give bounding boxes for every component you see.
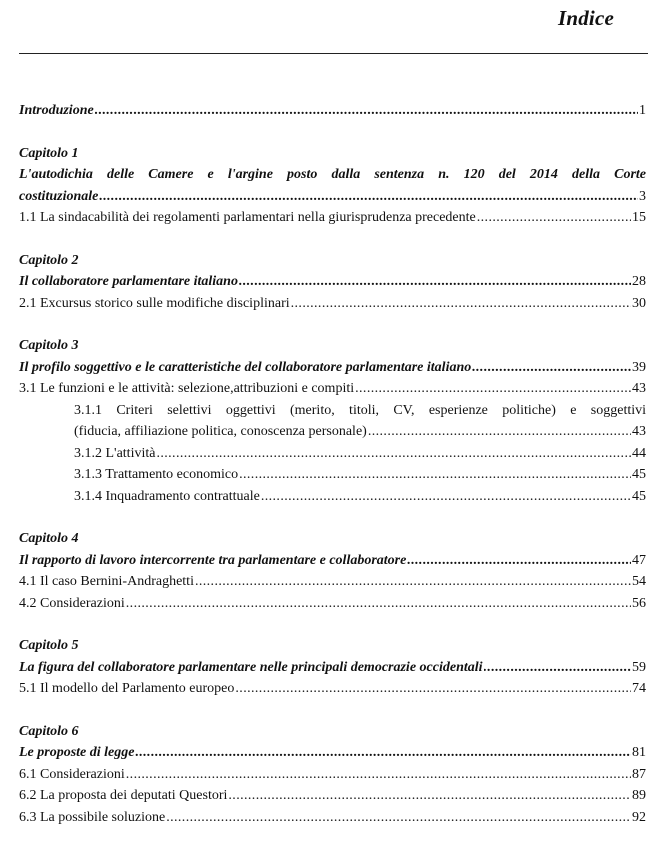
toc-entry-label: (fiducia, affiliazione politica, conoscenza personale): [74, 424, 367, 439]
toc-page-number: 3: [639, 188, 646, 204]
toc-entry-label: 3.1 Le funzioni e le attività: selezione,attribuzioni e compiti: [19, 381, 355, 396]
toc-entry-label: 2.1 Excursus storico sulle modifiche disciplinari: [19, 295, 290, 311]
leader-dots: [484, 657, 631, 679]
toc-entry-label: 5.1 Il modello del Parlamento europeo: [19, 681, 235, 696]
leader-dots: [472, 357, 631, 379]
toc-entry-label: 3.1.2 L'attività: [74, 445, 156, 461]
toc-page-number: 39: [632, 359, 646, 375]
leader-dots: [355, 378, 631, 400]
page-title: Indice: [557, 6, 614, 30]
chapter-5-label: Capitolo 5: [19, 638, 79, 653]
leader-dots: [239, 271, 631, 293]
toc-entry-2-1[interactable]: [19, 293, 646, 315]
chapter-2-title-entry[interactable]: [19, 271, 646, 293]
toc-page-number: 92: [632, 809, 646, 825]
toc-page-number: 43: [632, 424, 646, 439]
toc-entry-3-1[interactable]: [19, 378, 646, 400]
toc-page-number: 81: [632, 745, 646, 760]
toc-entry-label: La figura del collaboratore parlamentare nelle principali democrazie occidentali: [19, 659, 483, 675]
toc-entry-3-1-4[interactable]: [19, 486, 646, 508]
toc-entry-3-1-2[interactable]: [19, 443, 646, 465]
table-of-contents: [19, 100, 646, 828]
leader-dots: [228, 785, 631, 807]
leader-dots: [99, 186, 638, 208]
toc-entry-label: Il rapporto di lavoro intercorrente tra parlamentare e collaboratore: [19, 552, 407, 568]
toc-entry-6-3[interactable]: [19, 807, 646, 829]
toc-entry-3-1-1[interactable]: [19, 400, 646, 443]
leader-dots: [135, 742, 631, 764]
leader-dots: [195, 571, 631, 593]
leader-dots: [239, 464, 631, 486]
toc-entry-label: Le proposte di legge: [19, 745, 135, 760]
toc-entry-label: 4.2 Considerazioni: [19, 595, 125, 611]
toc-entry-label-line1: 3.1.1 Criteri selettivi oggettivi (merito, titoli, CV, esperienze politiche) e soggettivi: [74, 402, 646, 418]
chapter-4-title-entry[interactable]: [19, 550, 646, 572]
toc-entry-label: costituzionale: [19, 188, 99, 204]
toc-entry-label: 3.1.3 Trattamento economico: [74, 467, 239, 482]
toc-page-number: 44: [632, 445, 646, 461]
toc-entry-label: 6.3 La possibile soluzione: [19, 809, 166, 825]
toc-page-number: 59: [632, 659, 646, 675]
chapter-6-label: Capitolo 6: [19, 723, 79, 739]
toc-entry-6-2[interactable]: [19, 785, 646, 807]
toc-page-number: 89: [632, 788, 646, 803]
toc-page-number: 74: [632, 681, 646, 696]
toc-entry-1-1[interactable]: [19, 207, 646, 229]
toc-entry-5-1[interactable]: [19, 678, 646, 700]
toc-page-number: 47: [632, 552, 646, 568]
toc-entry-4-2[interactable]: [19, 593, 646, 615]
toc-entry-label: Il profilo soggettivo e le caratteristiche del collaboratore parlamentare italiano: [19, 359, 472, 375]
chapter-2-label: Capitolo 2: [19, 252, 79, 268]
toc-entry-6-1[interactable]: [19, 764, 646, 786]
toc-entry-3-1-3[interactable]: [19, 464, 646, 486]
header-rule: [19, 53, 648, 54]
toc-entry-label: Il collaboratore parlamentare italiano: [19, 274, 238, 289]
leader-dots: [368, 421, 631, 443]
toc-entry-label: 4.1 Il caso Bernini-Andraghetti: [19, 574, 194, 589]
chapter-4-label: Capitolo 4: [19, 531, 79, 546]
leader-dots: [166, 807, 631, 829]
toc-entry-label: 6.2 La proposta dei deputati Questori: [19, 788, 228, 803]
toc-page-number: 45: [632, 467, 646, 482]
toc-page-number: 1: [639, 103, 646, 118]
chapter-3-title-entry[interactable]: [19, 357, 646, 379]
toc-entry-3-1-1-line2: [74, 421, 646, 443]
chapter-6-title-entry[interactable]: [19, 742, 646, 764]
chapter-1-label: Capitolo 1: [19, 145, 79, 161]
leader-dots: [291, 293, 631, 315]
leader-dots: [407, 550, 631, 572]
toc-page-number: 54: [632, 574, 646, 589]
toc-page-number: 87: [632, 766, 646, 782]
leader-dots: [126, 764, 631, 786]
toc-entry-4-1[interactable]: [19, 571, 646, 593]
toc-entry-label: 3.1.4 Inquadramento contrattuale: [74, 488, 260, 504]
toc-page-number: 28: [632, 274, 646, 289]
leader-dots: [235, 678, 631, 700]
toc-entry-introduction[interactable]: [19, 100, 646, 122]
toc-page-number: 15: [632, 210, 646, 225]
toc-entry-label: 6.1 Considerazioni: [19, 766, 125, 782]
chapter-1-title-entry[interactable]: [19, 186, 646, 208]
chapter-3-label: Capitolo 3: [19, 338, 79, 353]
leader-dots: [156, 443, 631, 465]
leader-dots: [95, 100, 638, 122]
toc-page-number: 30: [632, 295, 646, 311]
chapter-1-title-line1[interactable]: L'autodichia delle Camere e l'argine posto dalla sentenza n. 120 del 2014 della Corte: [19, 167, 646, 182]
toc-page-number: 45: [632, 488, 646, 504]
leader-dots: [477, 207, 631, 229]
chapter-5-title-entry[interactable]: [19, 657, 646, 679]
toc-page-number: 56: [632, 595, 646, 611]
toc-entry-label: Introduzione: [19, 103, 94, 118]
toc-page-number: 43: [632, 381, 646, 396]
leader-dots: [126, 593, 631, 615]
leader-dots: [261, 486, 631, 508]
toc-entry-label: 1.1 La sindacabilità dei regolamenti parlamentari nella giurisprudenza precedente: [19, 210, 476, 225]
